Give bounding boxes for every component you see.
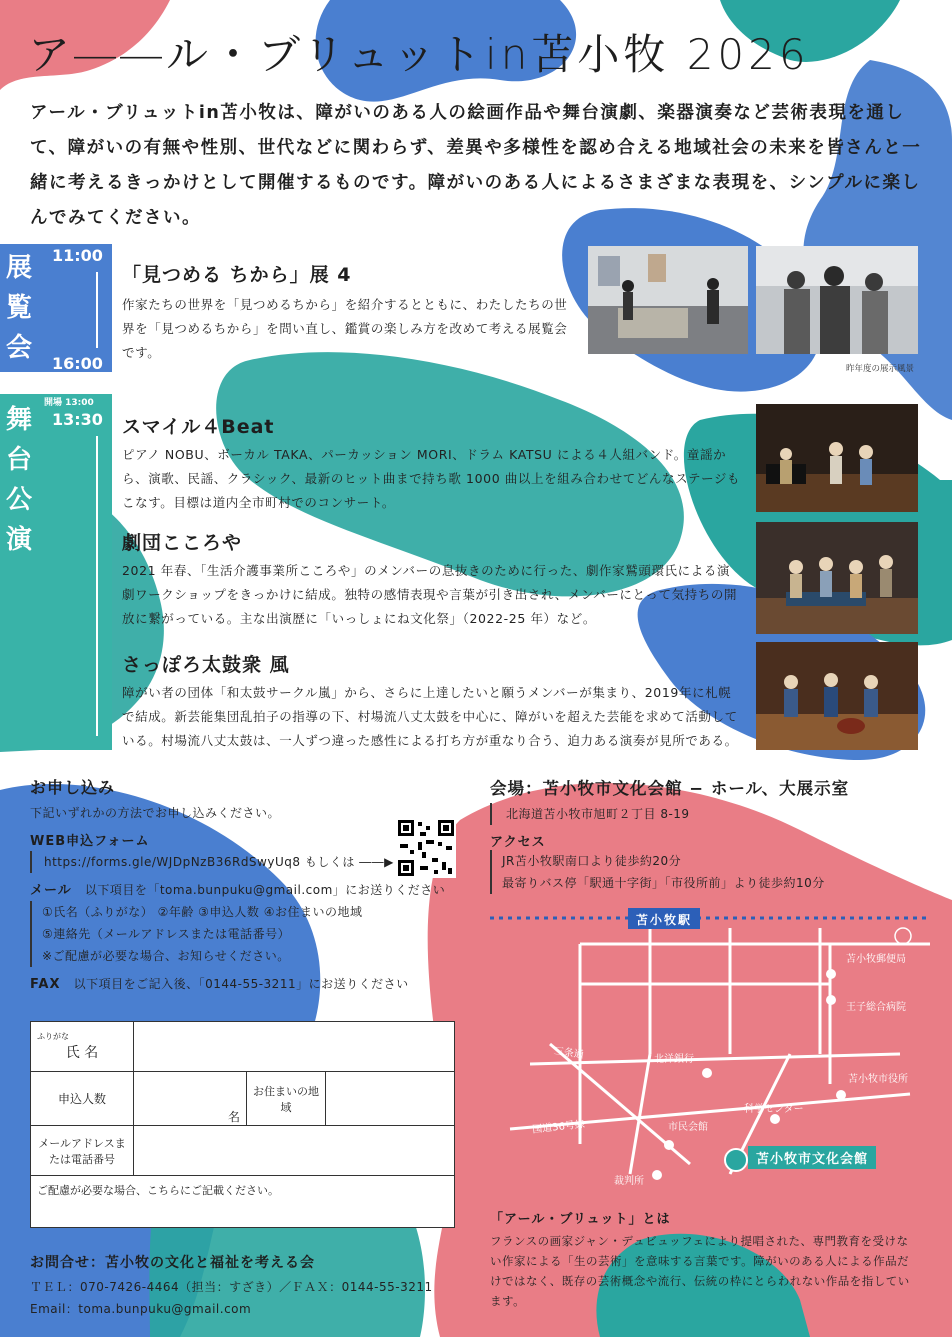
- stage-item-desc: 2021 年春、「生活介護事業所こころや」のメンバーの息抜きのために行った、劇作家鷲頭環氏による演劇ワークショップをきっかけに結成。独特の感情表現や言葉が引き出され、メンバーにとって気持ちの開放に繋がっている。主な出演歴に「いっしょにね文化祭」（2022-25 年）など。: [122, 563, 738, 626]
- stage-item-2: [122, 528, 742, 631]
- furigana-label: ふりがな: [37, 1032, 69, 1041]
- apply-heading: お申し込み: [30, 778, 116, 797]
- stage-item-desc: 障がい者の団体「和太鼓サークル嵐」から、さらに上達したいと願うメンバーが集まり、2019年に札幌で結成。新芸能集団乱拍子の指導の下、村場流八丈太鼓を中心に、障がいを超えた芸能を求めて活動している。村場流八丈太鼓は、一人ずつ違った感性による打ち方が重なり合う、迫力ある演奏が見所である。: [122, 685, 738, 748]
- map-label: 国道36号線: [531, 1119, 586, 1136]
- taiko-stage-icon: [756, 642, 918, 750]
- stage-item-title: 劇団こころや: [122, 532, 243, 554]
- notes-field[interactable]: [31, 1176, 455, 1228]
- exhibition-photo-2: [756, 246, 918, 354]
- venue-map-label: 苫小牧市文化会館: [756, 1152, 869, 1167]
- stage-label: 舞台公演: [5, 405, 32, 555]
- access-heading: アクセス: [490, 835, 546, 850]
- contact-email[interactable]: Email：toma.bunpuku@gmail.com: [30, 1302, 252, 1316]
- page-title: ア――ル・ブリュットin苫小牧 2026: [28, 30, 810, 79]
- stage-item-title: スマイル４Beat: [122, 416, 275, 438]
- contact-section: [30, 1252, 470, 1320]
- qr-code[interactable]: [396, 818, 456, 878]
- map-label: 苫小牧市役所: [848, 1074, 908, 1085]
- web-form-url[interactable]: https://forms.gle/WJDpNzB36RdSwyUq8 もしくは ――▶: [30, 851, 470, 873]
- venue-address: 北海道苫小牧市旭町２丁目 8-19: [490, 803, 930, 825]
- mail-item: ※ご配慮が必要な場合、お知らせください。: [42, 949, 290, 963]
- name-field[interactable]: [134, 1022, 455, 1072]
- web-form-heading: WEB申込フォーム: [30, 834, 150, 849]
- civic-hall-marker: [664, 1140, 674, 1150]
- exhibition-photo-caption: 昨年度の展示風景: [846, 364, 915, 374]
- about-section: [490, 1208, 920, 1311]
- stage-item-1: [122, 412, 742, 515]
- count-field[interactable]: [134, 1072, 247, 1126]
- contact-label: メールアドレスまたは電話番号: [31, 1126, 134, 1176]
- map-label: 王子総合病院: [846, 1002, 906, 1013]
- stage-item-3: [122, 650, 742, 753]
- science-center-marker: [770, 1114, 780, 1124]
- apply-section: [30, 775, 470, 995]
- theater-stage-icon: [756, 522, 918, 634]
- qr-code-icon: [396, 818, 456, 878]
- map-label: 市民会館: [668, 1122, 708, 1133]
- map-label: 北洋銀行: [654, 1054, 694, 1065]
- station-label-box: [628, 908, 700, 929]
- stage-item-desc: ピアノ NOBU、ボーカル TAKA、パーカッション MORI、ドラム KATSU による４人組バンド。童謡から、演歌、民謡、クラシック、最新のヒット曲まで持ち歌 1000 曲以上を組み合わせてどんなステージもこなす。目標は道内全市町村でのコンサート。: [122, 447, 741, 510]
- mail-heading: メール: [30, 883, 72, 898]
- exhibition-info: [122, 260, 572, 365]
- contact-heading: お問合せ：苫小牧の文化と福祉を考える会: [30, 1255, 315, 1271]
- access-item: 最寄りバス停「駅通十字街」「市役所前」より徒歩約10分: [502, 876, 825, 890]
- band-photo: [756, 404, 918, 512]
- courthouse-marker: [652, 1170, 662, 1180]
- map-label: 裁判所: [614, 1176, 644, 1187]
- area-label: お住まいの地域: [247, 1072, 326, 1126]
- venue-heading: 会場：苫小牧市文化会館 − ホール、大展示室: [490, 779, 850, 798]
- mail-item: ①氏名（ふりがな） ②年齢 ③申込人数 ④お住まいの地域: [42, 905, 363, 919]
- bank-marker: [702, 1068, 712, 1078]
- mail-items: [30, 901, 470, 967]
- area-field[interactable]: [326, 1072, 455, 1126]
- exhibition-label: 展覧会: [5, 253, 32, 363]
- stage-open-time: 開場 13:00: [44, 398, 94, 408]
- band-stage-icon: [756, 404, 918, 512]
- fax-text: 以下項目をご記入後、「0144-55-3211」にお送りください: [73, 977, 409, 991]
- name-label: 氏 名: [65, 1045, 99, 1061]
- stage-start-time: 13:30: [52, 410, 103, 429]
- fax-heading: FAX: [30, 977, 61, 992]
- name-label-cell: [31, 1022, 134, 1072]
- exhibition-end-time: 16:00: [52, 354, 103, 373]
- mail-row: [30, 879, 470, 901]
- theater-photo: [756, 522, 918, 634]
- venue-map-label-box: [748, 1146, 876, 1169]
- contact-field[interactable]: [134, 1126, 455, 1176]
- intro-text: アール・ブリュットin苫小牧は、障がいのある人の絵画作品や舞台演劇、楽器演奏など芸術表現を通して、障がいの有無や性別、世代などに関わらず、差異や多様性を認め合える地域社会の未来を皆さんと一緒に考えるきっかけとして開催するものです。障がいのある人によるさまざまな表現を、シンプルに楽しんでみてください。: [30, 103, 922, 228]
- about-text: フランスの画家ジャン・デュビュッフェにより提唱された、専門教育を受けない作家による「生の芸術」を意味する言葉です。障がいのある人による作品だけではなく、既存の芸術概念や流行、伝統の枠にとらわれない作品を指しています。: [490, 1234, 910, 1308]
- station-label: 苫小牧駅: [636, 913, 693, 927]
- taiko-photo: [756, 642, 918, 750]
- exhibition-start-time: 11:00: [52, 246, 103, 265]
- mail-item: ⑤連絡先（メールアドレスまたは電話番号）: [42, 927, 291, 941]
- stage-item-title: さっぽろ太鼓衆 風: [122, 654, 290, 676]
- contact-tel: ＴＥＬ：070-7426-4464（担当：すざき）／ＦＡＸ：0144-55-3211: [30, 1280, 433, 1294]
- count-label: 申込人数: [31, 1072, 134, 1126]
- city-hall-marker: [836, 1090, 846, 1100]
- venue-section: [490, 775, 930, 894]
- map-label: 科学センター: [744, 1104, 804, 1115]
- venue-marker: [724, 1148, 748, 1172]
- about-heading: 「アール・ブリュット」とは: [490, 1212, 671, 1227]
- apply-intro: 下記いずれかの方法でお申し込みください。: [30, 806, 281, 820]
- map-label: 三条通: [553, 1045, 585, 1062]
- exhibition-time-line: [96, 272, 98, 348]
- fax-row: [30, 973, 470, 995]
- hospital-marker: [826, 995, 836, 1005]
- fax-form: [30, 1021, 455, 1228]
- notes-label: ご配慮が必要な場合、こちらにご記載ください。: [37, 1184, 279, 1197]
- gallery-scene-icon: [588, 246, 748, 354]
- post-office-marker: [826, 969, 836, 979]
- exhibition-title: 「見つめる ちから」展 4: [122, 264, 352, 286]
- stage-time-line: [96, 436, 98, 736]
- mail-text: 以下項目を「toma.bunpuku@gmail.com」にお送りください: [84, 883, 446, 897]
- visitors-scene-icon: [756, 246, 918, 354]
- access-item: JR苫小牧駅南口より徒歩約20分: [502, 854, 682, 868]
- access-list: [490, 850, 930, 894]
- exhibition-photo-1: [588, 246, 748, 354]
- count-unit: 名: [227, 1110, 240, 1124]
- map-label: 苫小牧郵便局: [846, 954, 906, 965]
- exhibition-desc: 作家たちの世界を「見つめるちから」を紹介するとともに、わたしたちの世界を「見つめるちから」を問い直し、鑑賞の楽しみ方を改めて考える展覧会です。: [122, 297, 568, 360]
